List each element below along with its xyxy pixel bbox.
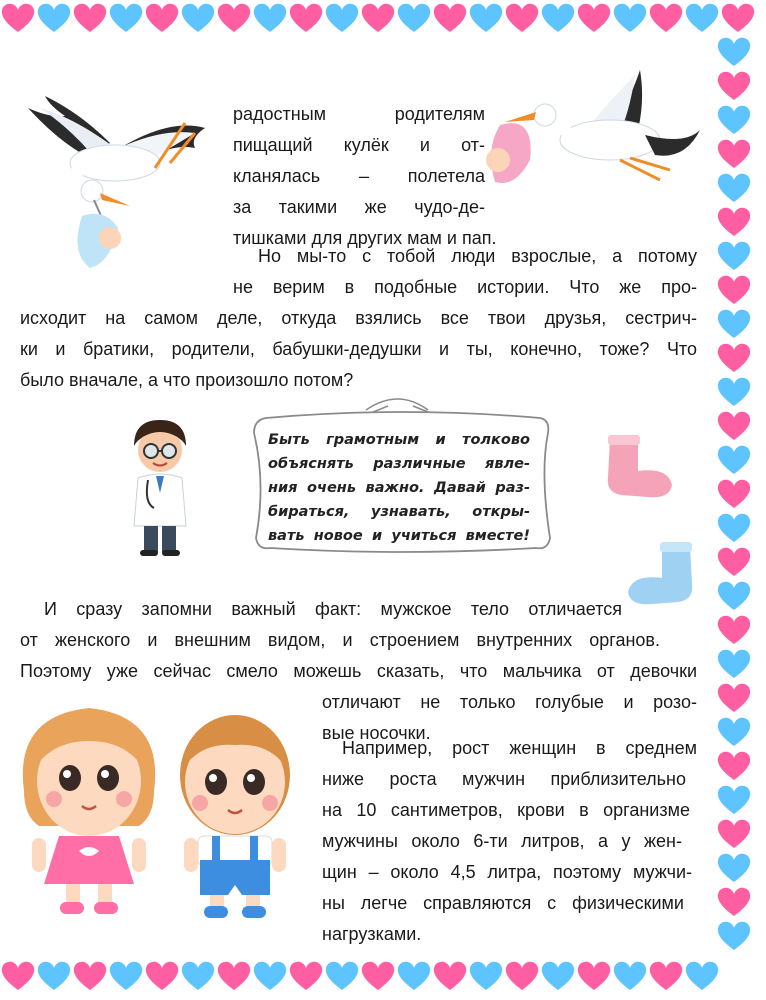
heart-icon — [716, 138, 752, 170]
paragraph-adults — [20, 241, 697, 396]
heart-icon — [716, 750, 752, 782]
heart-icon — [716, 648, 752, 680]
heart-icon — [648, 2, 684, 34]
bubble-line: объяснять различные явле- — [268, 456, 530, 472]
heart-icon — [468, 2, 504, 34]
bottom-heart-border — [0, 960, 720, 992]
text-line: было вначале, а что произошло потом? — [20, 370, 354, 390]
heart-icon — [396, 960, 432, 992]
heart-icon — [540, 2, 576, 34]
stork-icon — [470, 70, 710, 200]
heart-icon — [716, 614, 752, 646]
heart-icon — [612, 2, 648, 34]
heart-icon — [144, 2, 180, 34]
text-line: мужчины около 6-ти литров, а у жен- — [322, 831, 682, 851]
text-line: Но мы-то с тобой люди взрослые, а потому — [258, 246, 697, 266]
heart-icon — [576, 960, 612, 992]
heart-icon — [716, 920, 752, 952]
heart-icon — [252, 960, 288, 992]
heart-icon — [432, 960, 468, 992]
heart-icon — [716, 682, 752, 714]
heart-icon — [108, 2, 144, 34]
heart-icon — [716, 342, 752, 374]
heart-icon — [716, 172, 752, 204]
heart-icon — [360, 960, 396, 992]
heart-icon — [36, 2, 72, 34]
bubble-line: бираться, узнавать, откры- — [268, 504, 530, 520]
heart-icon — [716, 886, 752, 918]
heart-icon — [716, 36, 752, 68]
heart-icon — [716, 444, 752, 476]
heart-icon — [716, 852, 752, 884]
heart-icon — [432, 2, 468, 34]
heart-icon — [144, 960, 180, 992]
paragraph-intro — [233, 99, 497, 254]
text-line: тишками для других мам и пап. — [233, 228, 497, 248]
heart-icon — [540, 960, 576, 992]
page-number: 5 — [726, 954, 740, 979]
heart-icon — [504, 2, 540, 34]
heart-icon — [360, 2, 396, 34]
heart-icon — [716, 716, 752, 748]
heart-icon — [716, 784, 752, 816]
text-line: на 10 сантиметров, крови в организме — [322, 800, 690, 820]
heart-icon — [288, 2, 324, 34]
heart-icon — [716, 240, 752, 272]
bubble-line: вать новое и учиться вместе! — [268, 528, 530, 544]
heart-icon — [716, 274, 752, 306]
text-line: ны легче справляются с физическими — [322, 893, 684, 913]
paragraph-example — [322, 733, 697, 950]
heart-icon — [684, 960, 720, 992]
heart-icon — [716, 818, 752, 850]
heart-icon — [252, 2, 288, 34]
heart-icon — [716, 512, 752, 544]
heart-icon — [720, 2, 756, 34]
heart-icon — [716, 478, 752, 510]
heart-icon — [324, 2, 360, 34]
text-line: радостным родителям — [233, 104, 485, 124]
heart-icon — [648, 960, 684, 992]
bubble-line: Быть грамотным и толково — [268, 432, 530, 448]
text-line: отличают не только голубые и розо- — [322, 692, 697, 712]
heart-icon — [716, 580, 752, 612]
boy-doll-icon — [160, 690, 310, 920]
top-heart-border — [0, 2, 756, 34]
heart-icon — [180, 960, 216, 992]
text-line: за такими же чудо-де- — [233, 197, 485, 217]
text-line: пищащий кулёк и от- — [233, 135, 485, 155]
text-line: щин – около 4,5 литра, поэтому мужчи- — [322, 862, 692, 882]
heart-icon — [716, 410, 752, 442]
heart-icon — [716, 206, 752, 238]
heart-icon — [36, 960, 72, 992]
text-line: кланялась – полетела — [233, 166, 485, 186]
text-line: Поэтому уже сейчас смело можешь сказать, что мальчика от девочки — [20, 661, 697, 681]
girl-doll-icon — [14, 696, 164, 921]
bubble-text — [268, 428, 530, 548]
heart-icon — [716, 104, 752, 136]
heart-icon — [324, 960, 360, 992]
heart-icon — [216, 2, 252, 34]
text-line: исходит на самом деле, откуда взялись все твои друзья, сестрич- — [20, 308, 697, 328]
heart-icon — [72, 2, 108, 34]
text-line: Например, рост женщин в среднем — [342, 738, 697, 758]
text-line: от женского и внешним видом, и строением внутренних органов. — [20, 630, 660, 650]
heart-icon — [216, 960, 252, 992]
text-line: нагрузками. — [322, 924, 422, 944]
heart-icon — [0, 2, 36, 34]
heart-icon — [288, 960, 324, 992]
doctor-icon — [120, 418, 200, 558]
text-line: ки и братики, родители, бабушки-дедушки и ты, конечно, тоже? Что — [20, 339, 697, 359]
heart-icon — [468, 960, 504, 992]
right-heart-border — [716, 34, 752, 952]
heart-icon — [716, 70, 752, 102]
heart-icon — [0, 960, 36, 992]
bubble-line: ния очень важно. Давай раз- — [268, 480, 530, 496]
sock-icon — [598, 433, 678, 503]
heart-icon — [504, 960, 540, 992]
text-line: И сразу запомни важный факт: мужское тело отличается — [44, 599, 622, 619]
heart-icon — [72, 960, 108, 992]
text-line: не верим в подобные истории. Что же про- — [233, 277, 697, 297]
text-line: вые носочки. — [322, 723, 431, 743]
heart-icon — [716, 308, 752, 340]
text-line: ниже роста мужчин приблизительно — [322, 769, 686, 789]
heart-icon — [716, 376, 752, 408]
heart-icon — [684, 2, 720, 34]
heart-icon — [180, 2, 216, 34]
heart-icon — [108, 960, 144, 992]
heart-icon — [576, 2, 612, 34]
heart-icon — [612, 960, 648, 992]
heart-icon — [396, 2, 432, 34]
heart-icon — [716, 546, 752, 578]
